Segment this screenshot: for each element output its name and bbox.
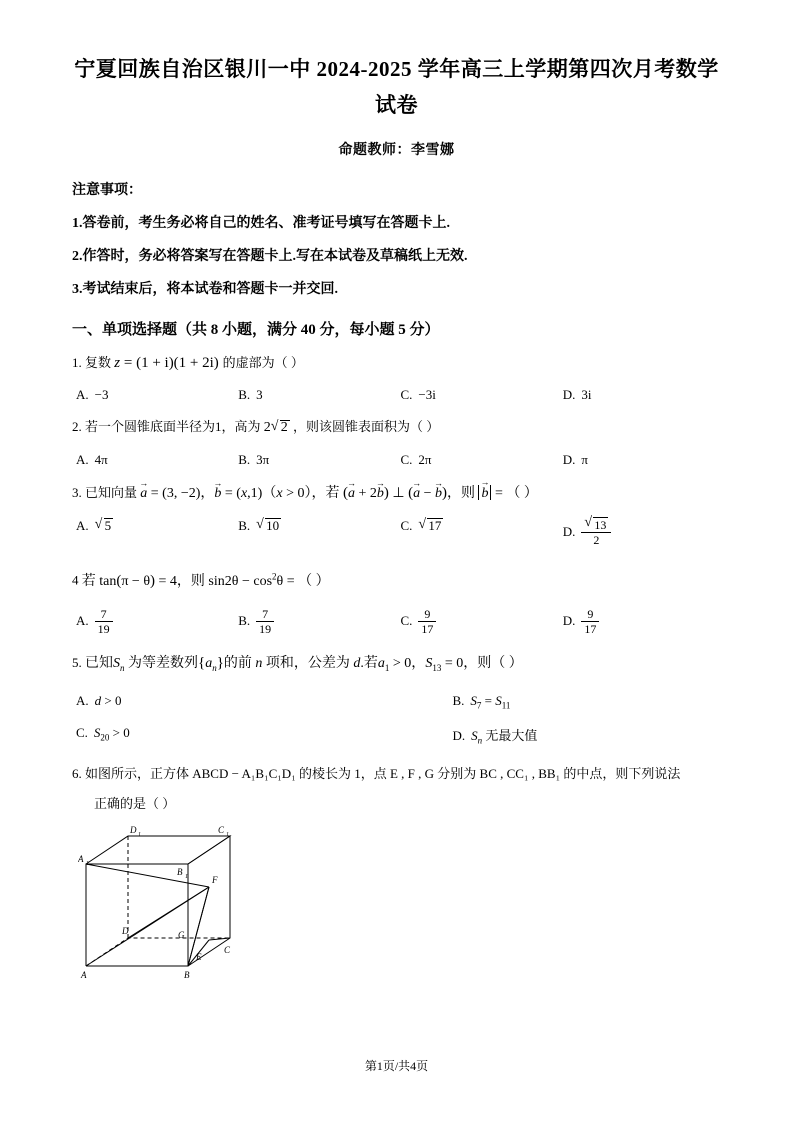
q1-option-b[interactable]: B. 3 — [238, 387, 263, 402]
q3-option-a[interactable]: A. √ 5 — [72, 518, 234, 548]
q4-stem: 若 tan(π − θ) = 4，则 $\sin 2\theta - \cos^2\theta$ = （ ） — [81, 571, 330, 589]
q6-line2-wrap — [72, 794, 721, 814]
question-2 — [72, 417, 721, 438]
q1-stem-pre: 复数 — [85, 355, 112, 370]
q4-option-c[interactable]: C. $\frac{9}{17}$ — [397, 608, 559, 637]
q2-stem: 若一个圆锥底面半径为1，高为 — [85, 419, 261, 434]
q3-stem: 已知向量 — [85, 485, 138, 500]
q1-stem-post: 的虚部为（ ） — [222, 355, 304, 370]
q2-number: 2. — [72, 419, 82, 434]
svg-text:G: G — [178, 929, 185, 940]
question-5 — [72, 653, 721, 678]
cube-figure — [78, 820, 721, 985]
q2-formula: 2 √ 2 — [264, 420, 290, 435]
q5-option-b[interactable]: B. $S_7 = S_{11}$ — [452, 693, 511, 712]
q3-formula: a → = (3, −2)，b → = (x,1)（x > 0），若 (a → + 2b →) ⊥ (a → − b →)，则 b → = （ ） — [140, 486, 538, 501]
q5-option-a[interactable]: A. d > 0 — [76, 693, 122, 709]
page-footer: 第1页/共4页 — [364, 1059, 429, 1073]
q4-option-a[interactable]: A. $\frac{7}{19}$ — [72, 608, 234, 637]
svg-text:1: 1 — [138, 831, 141, 838]
svg-text:F: F — [212, 874, 218, 885]
q5-number: 5. — [72, 654, 82, 670]
q3-option-c[interactable]: C. √ 17 — [397, 518, 559, 548]
q3-option-b[interactable]: B. √ 10 — [234, 518, 396, 548]
q2-option-b[interactable]: B. 3π — [238, 452, 270, 467]
question-3 — [72, 482, 721, 504]
teacher-line: 命题教师：李雪娜 — [338, 143, 455, 158]
page-title: 宁夏回族自治区银川一中 2024-2025 学年高三上学期第四次月考数学试卷 — [74, 57, 719, 117]
q6-number: 6. — [72, 765, 82, 781]
q3-options — [72, 518, 721, 548]
svg-text:D: D — [122, 925, 129, 936]
q1-option-c[interactable]: C. −3i — [400, 387, 436, 402]
section-heading: 一、单项选择题（共 8 小题，满分 40 分，每小题 5 分） — [72, 322, 440, 338]
svg-text:1: 1 — [185, 873, 188, 880]
notice-item-3: 3.考试结束后，将本试卷和答题卡一并交回. — [72, 282, 338, 297]
notice-item-2: 2.作答时，务必将答案写在答题卡上.写在本试卷及草稿纸上无效. — [72, 249, 468, 264]
svg-text:E: E — [196, 951, 202, 962]
question-4 — [72, 566, 721, 592]
q4-option-b[interactable]: B. $\frac{7}{19}$ — [234, 608, 396, 637]
q5-option-c[interactable]: C. $S_{20} > 0$ — [76, 725, 130, 743]
q5-stem: 已知$S_n$ 为等差数列$\{a_n\}$的前 n 项和，公差为 d.若$a_1 > 0$，$S_{13} = 0$，则（ ） — [85, 654, 523, 673]
svg-text:1: 1 — [86, 860, 89, 867]
q5-options-row2 — [72, 725, 721, 746]
q1-options — [72, 387, 721, 403]
svg-text:B: B — [184, 969, 190, 980]
svg-text:C: C — [224, 944, 231, 955]
q4-option-d[interactable]: D. $\frac{9}{17}$ — [559, 608, 721, 637]
question-6 — [72, 764, 721, 784]
svg-text:1: 1 — [226, 831, 229, 838]
q5-options-row1 — [72, 693, 721, 711]
q1-option-a[interactable]: A. −3 — [76, 387, 109, 402]
q2-option-d[interactable]: D. π — [562, 452, 588, 467]
q2-stem-tail: ，则该圆锥表面积为（ ） — [293, 419, 440, 434]
notice-item-1: 1.答卷前，考生务必将自己的姓名、准考证号填写在答题卡上. — [72, 216, 450, 231]
svg-text:A: A — [81, 969, 87, 980]
q1-formula: z = (1 + i)(1 + 2i) — [114, 355, 223, 371]
q4-number: 4 — [72, 572, 79, 588]
question-1 — [72, 353, 721, 373]
svg-text:C: C — [218, 824, 225, 835]
svg-text:A: A — [78, 853, 84, 864]
q1-option-d[interactable]: D. 3i — [562, 387, 592, 402]
q3-number: 3. — [72, 485, 82, 500]
svg-text:D: D — [130, 824, 137, 835]
q5-option-d[interactable]: D. $S_n$ 无最大值 — [452, 728, 538, 746]
q6-line1: 如图所示，正方体 ABCD − A₁B₁C₁D₁ 的棱长为 1，点 E , F , G 分别为 BC , CC₁ , BB₁ 的中点，则下列说法 — [85, 765, 681, 781]
q2-option-a[interactable]: A. 4π — [76, 452, 108, 467]
q3-option-d[interactable]: D. √ $\frac{13}{2}$ — [559, 518, 721, 548]
q2-option-c[interactable]: C. 2π — [400, 452, 432, 467]
svg-text:B: B — [177, 866, 183, 877]
q1-number: 1. — [72, 355, 82, 370]
q6-line2: 正确的是（ ） — [94, 795, 176, 811]
q2-options — [72, 452, 721, 468]
notice-heading: 注意事项： — [72, 183, 142, 198]
q4-options — [72, 608, 721, 637]
